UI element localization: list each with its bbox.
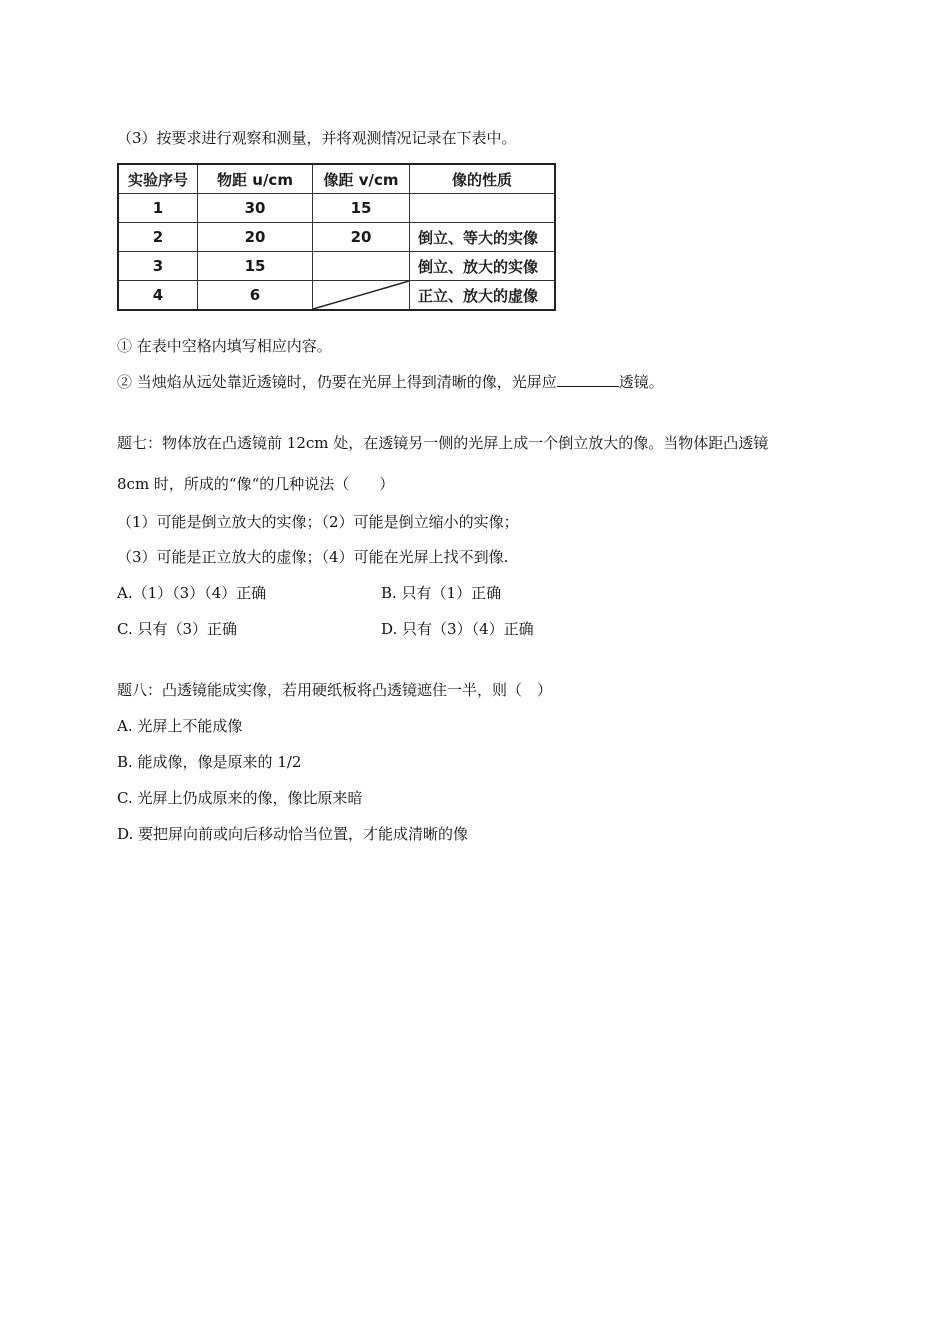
header-image-distance: 像距 v/cm bbox=[313, 164, 410, 194]
table-row bbox=[118, 194, 555, 223]
q7-stem-line2: 8cm 时，所成的“像“的几种说法（ ） bbox=[117, 475, 395, 493]
table-header-row bbox=[118, 164, 555, 194]
sub-question-2 bbox=[117, 372, 664, 392]
q7-statement-3-4: （3）可能是正立放大的虚像；（4）可能在光屏上找不到像. bbox=[117, 548, 509, 566]
q8-option-c[interactable]: C. 光屏上仍成原来的像，像比原来暗 bbox=[117, 789, 363, 807]
table-cell: 3 bbox=[118, 252, 198, 281]
q8-stem: 题八：凸透镜能成实像，若用硬纸板将凸透镜遮住一半，则（ ） bbox=[117, 681, 553, 699]
question-intro: （3）按要求进行观察和测量，并将观测情况记录在下表中。 bbox=[117, 129, 517, 147]
q7-option-c[interactable]: C. 只有（3）正确 bbox=[117, 620, 238, 638]
table-cell: 20 bbox=[313, 223, 410, 252]
table-row bbox=[118, 252, 555, 281]
q7-option-d[interactable]: D. 只有（3）（4）正确 bbox=[381, 620, 534, 638]
q7-stem-line1: 题七：物体放在凸透镜前 12cm 处，在透镜另一侧的光屏上成一个倒立放大的像。当物体距凸透镜 bbox=[117, 434, 769, 452]
q8-option-a[interactable]: A. 光屏上不能成像 bbox=[117, 717, 243, 735]
q7-option-b[interactable]: B. 只有（1）正确 bbox=[381, 584, 502, 602]
header-image-nature: 像的性质 bbox=[410, 164, 556, 194]
q8-option-b[interactable]: B. 能成像，像是原来的 1/2 bbox=[117, 753, 302, 771]
table-cell-diagonal bbox=[313, 281, 410, 311]
answer-blank[interactable] bbox=[557, 372, 619, 387]
table-cell: 倒立、放大的实像 bbox=[410, 252, 556, 281]
table-cell-empty bbox=[410, 194, 556, 223]
q8-option-d[interactable]: D. 要把屏向前或向后移动恰当位置，才能成清晰的像 bbox=[117, 825, 469, 843]
table-cell: 30 bbox=[198, 194, 313, 223]
table-cell: 15 bbox=[313, 194, 410, 223]
table-cell: 15 bbox=[198, 252, 313, 281]
experiment-table bbox=[117, 163, 556, 311]
header-object-distance: 物距 u/cm bbox=[198, 164, 313, 194]
header-trial-number: 实验序号 bbox=[118, 164, 198, 194]
sub-question-2-text: ② 当烛焰从远处靠近透镜时，仍要在光屏上得到清晰的像，光屏应 bbox=[117, 373, 557, 391]
sub-question-1: ① 在表中空格内填写相应内容。 bbox=[117, 337, 332, 355]
diagonal-line-icon bbox=[313, 281, 409, 309]
table-cell: 4 bbox=[118, 281, 198, 311]
table-cell-empty bbox=[313, 252, 410, 281]
table-cell: 倒立、等大的实像 bbox=[410, 223, 556, 252]
table-cell: 20 bbox=[198, 223, 313, 252]
table-cell: 正立、放大的虚像 bbox=[410, 281, 556, 311]
sub-question-2-tail: 透镜。 bbox=[618, 373, 664, 391]
q7-statement-1-2: （1）可能是倒立放大的实像；（2）可能是倒立缩小的实像； bbox=[117, 513, 519, 531]
table-cell: 2 bbox=[118, 223, 198, 252]
q7-option-a[interactable]: A.（1）（3）（4）正确 bbox=[117, 584, 267, 602]
table-row bbox=[118, 281, 555, 311]
table-cell: 6 bbox=[198, 281, 313, 311]
table-cell: 1 bbox=[118, 194, 198, 223]
table-row bbox=[118, 223, 555, 252]
